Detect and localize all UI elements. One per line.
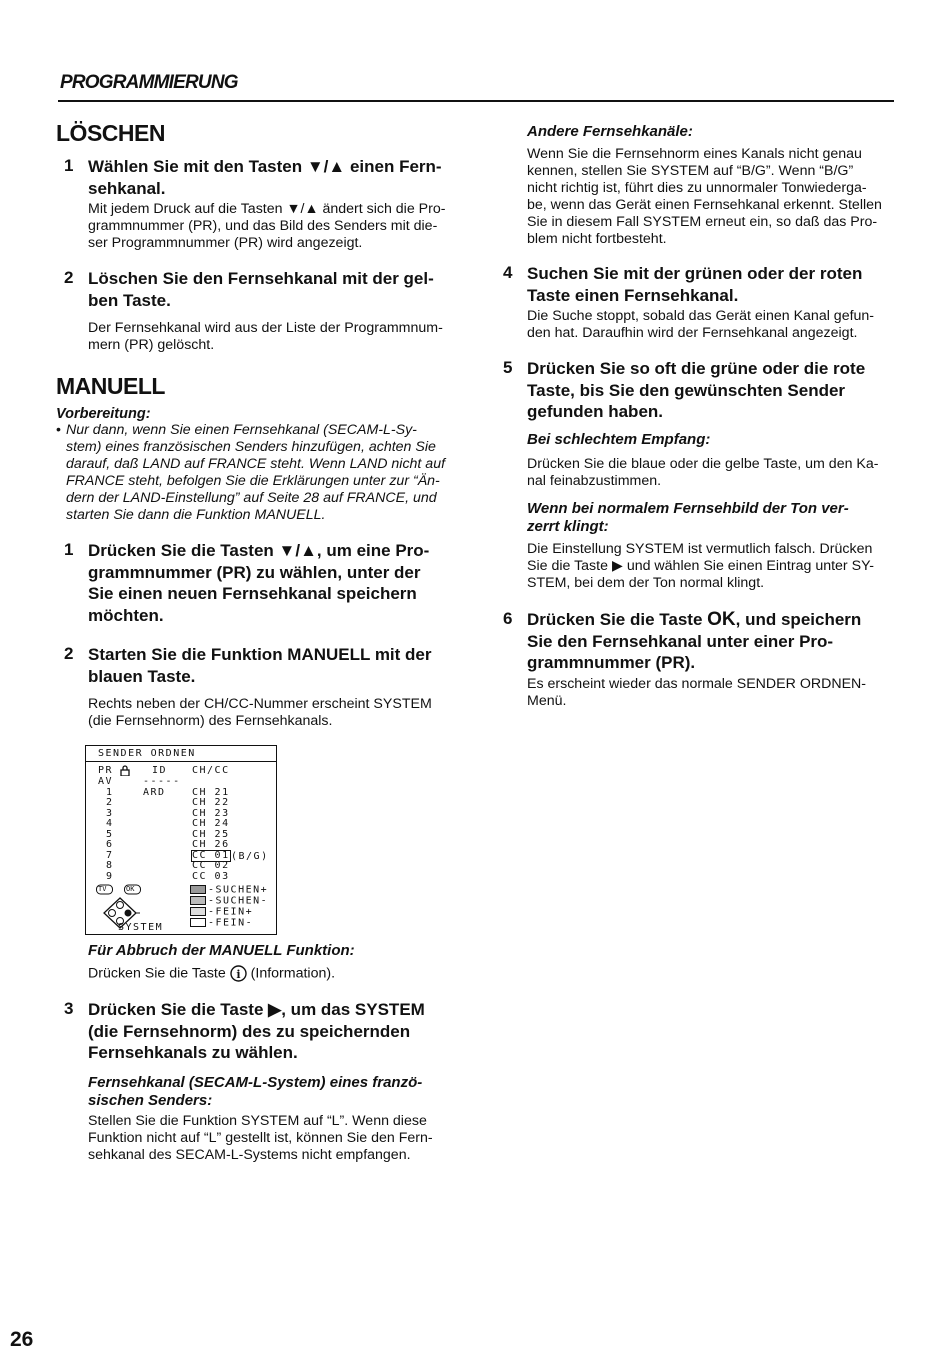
ok-button-label: OK bbox=[126, 885, 135, 893]
lock-icon bbox=[120, 765, 130, 776]
down-up-arrow-icon: ▼/▲ bbox=[286, 201, 319, 217]
osd-system-value: (B/G) bbox=[231, 851, 269, 862]
manuell-heading: MANUELL bbox=[56, 373, 165, 399]
osd-row-pr: 7 bbox=[106, 849, 114, 861]
osd-legend-item: -FEIN- bbox=[190, 918, 253, 929]
osd-row-pr: AV bbox=[98, 776, 114, 787]
osd-row-channel: CH 22 bbox=[192, 797, 230, 808]
osd-row-channel: CC 03 bbox=[192, 870, 230, 882]
osd-row-channel: CH 25 bbox=[192, 828, 230, 840]
andere-text: Wenn Sie die Fernsehnorm eines Kanals nicht genau kennen, stellen Sie SYSTEM auf “B/G”. Wenn “B/G” nicht richtig ist, führt dies zu unnormaler Tonwiederga- be, wenn das Gerät einen Fernsehkanal erkennt. Stellen Sie in diesem Fall SYSTEM erneut ein, so daß das Pro- blem nicht fortbesteht. bbox=[527, 146, 882, 247]
color-button-icon bbox=[190, 896, 206, 905]
step-number: 1 bbox=[64, 156, 74, 175]
info-icon bbox=[230, 965, 247, 982]
osd-row-channel: CC 02 bbox=[192, 860, 230, 871]
osd-legend-item: -FEIN+ bbox=[190, 907, 253, 918]
osd-col-id: ID bbox=[152, 765, 168, 776]
osd-title: SENDER ORDNEN bbox=[98, 748, 196, 759]
page-number: 26 bbox=[10, 1328, 34, 1351]
right-arrow-icon: ▶ bbox=[268, 1000, 282, 1019]
osd-row-channel: CH 21 bbox=[192, 786, 230, 798]
osd-row-pr: 4 bbox=[106, 818, 114, 829]
osd-row-pr: 5 bbox=[106, 828, 114, 840]
vorbereitung-text: • Nur dann, wenn Sie einen Fernsehkanal (SECAM-L-Sy- stem) eines französischen Senders hinzufügen, achten Sie darauf, daß LAND auf FRANCE steht. Wenn LAND nicht auf FRANCE steht, befolgen Sie die Erklärungen unter zur “Än- dern der LAND-Einstellung” auf Seite 28 auf FRANCE, und starten Sie dann die Funktion MANUELL. bbox=[56, 422, 446, 523]
abbruch-heading: Für Abbruch der MANUELL Funktion: bbox=[88, 942, 355, 959]
osd-row-pr: 1 bbox=[106, 786, 114, 798]
osd-system-label: SYSTEM bbox=[118, 922, 164, 933]
osd-col-pr: PR bbox=[98, 765, 114, 776]
svg-text:i: i bbox=[236, 968, 241, 981]
down-up-arrow-icon: ▼/▲ bbox=[278, 541, 317, 560]
osd-row-channel: CH 24 bbox=[192, 818, 230, 829]
andere-heading: Andere Fernsehkanäle: bbox=[527, 123, 693, 140]
osd-row-id: ----- bbox=[143, 776, 181, 787]
color-button-icon bbox=[190, 885, 206, 894]
ok-button-icon: OK bbox=[707, 609, 736, 630]
color-button-icon bbox=[190, 907, 206, 916]
osd-row-channel: CH 26 bbox=[192, 839, 230, 850]
osd-legend-item: -SUCHEN- bbox=[190, 896, 268, 907]
osd-col-chcc: CH/CC bbox=[192, 765, 230, 776]
osd-legend-item: -SUCHEN+ bbox=[190, 885, 268, 896]
osd-row-pr: 9 bbox=[106, 870, 114, 882]
down-up-arrow-icon: ▼/▲ bbox=[306, 157, 346, 176]
osd-row-pr: 2 bbox=[106, 797, 114, 808]
color-button-icon bbox=[190, 918, 206, 927]
osd-row-channel: CH 23 bbox=[192, 807, 230, 819]
osd-row-pr: 3 bbox=[106, 807, 114, 819]
sender-ordnen-osd bbox=[85, 745, 277, 935]
vorbereitung-label: Vorbereitung: bbox=[56, 406, 151, 422]
right-arrow-icon: ▶ bbox=[611, 558, 623, 574]
osd-row-channel: CC 01 bbox=[192, 849, 230, 861]
loeschen-heading: LÖSCHEN bbox=[56, 120, 165, 146]
page-header bbox=[58, 70, 894, 102]
osd-row-pr: 6 bbox=[106, 839, 114, 850]
abbruch-text: Drücken Sie die Taste i (Information). bbox=[88, 965, 336, 982]
osd-row-id: ARD bbox=[143, 786, 166, 798]
osd-row-pr: 8 bbox=[106, 860, 114, 871]
section-title: PROGRAMMIERUNG bbox=[60, 72, 238, 93]
tv-button-label: TV bbox=[98, 885, 107, 893]
